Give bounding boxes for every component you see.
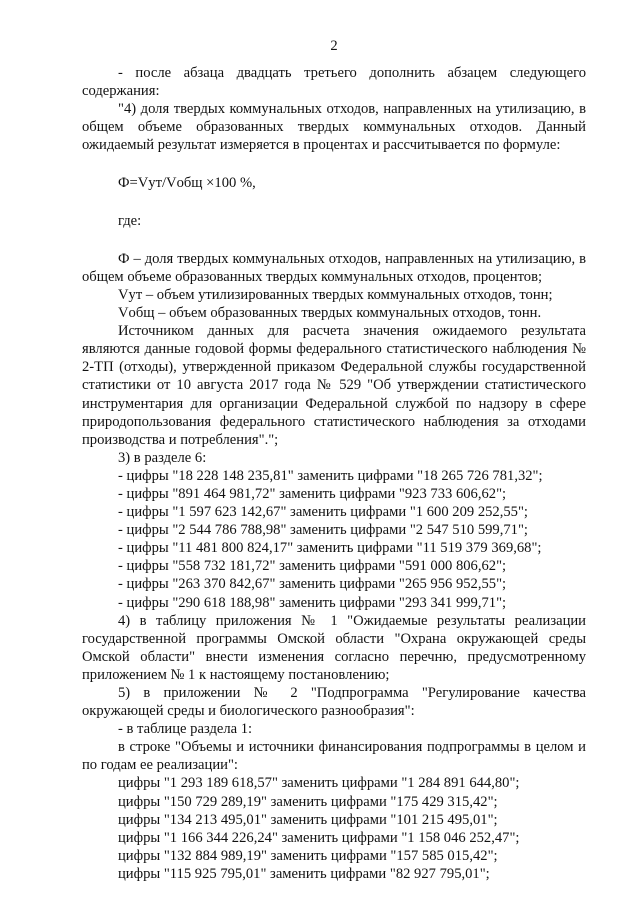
page-number: 2: [330, 38, 338, 54]
definition-vobsch: Vобщ – объем образованных твердых коммунальных отходов, тонн.: [118, 305, 542, 322]
list-item: - цифры "1 597 623 142,67" заменить цифрами "1 600 209 252,55";: [118, 504, 528, 521]
list-item: - цифры "263 370 842,67" заменить цифрами "265 956 952,55";: [118, 576, 507, 593]
formula: Ф=Vут/Vобщ ×100 %,: [118, 174, 256, 191]
list-item: цифры "1 166 344 226,24" заменить цифрами "1 158 046 252,47";: [118, 829, 520, 846]
formula-where: где:: [118, 212, 142, 229]
list-item: цифры "1 293 189 618,57" заменить цифрами "1 284 891 644,80";: [118, 775, 520, 792]
list-item: - цифры "891 464 981,72" заменить цифрами "923 733 606,62";: [118, 485, 507, 502]
paragraph-quote-4: "4) доля твердых коммунальных отходов, направленных на утилизацию, в общем объеме образованных твердых коммунальных отходов. Данный ожидаемый результат измеряется в процентах и рассчитывается по формуле:: [82, 101, 586, 154]
paragraph-source: Источником данных для расчета значения ожидаемого результата являются данные годовой формы федерального статистического наблюдения № 2-ТП (отходы), утвержденной приказом Федеральной службы государственной статистики от 10 августа 2017 года № 529 "Об утверждении статистического инструментария для организации Федеральной службой по надзору в сфере природопользования федерального статистического наблюдения за отходами производства и потребления".";: [82, 323, 586, 448]
definition-f: Ф – доля твердых коммунальных отходов, направленных на утилизацию, в общем объеме образованных твердых коммунальных отходов, процентов;: [82, 250, 586, 285]
list-item: цифры "134 213 495,01" заменить цифрами "101 215 495,01";: [118, 811, 498, 828]
paragraph-appendix-1: 4) в таблицу приложения № 1 "Ожидаемые результаты реализации государственной программы Омской области "Охрана окружающей среды Омской области" внести изменения согласно перечню, предусмотренному приложением № 1 к настоящему постановлению;: [82, 612, 586, 683]
paragraph-section-6: 3) в разделе 6:: [118, 449, 207, 466]
list-item: - цифры "290 618 188,98" заменить цифрами "293 341 999,71";: [118, 594, 507, 611]
paragraph-appendix-2: 5) в приложении № 2 "Подпрограмма "Регулирование качества окружающей среды и биологического разнообразия":: [82, 685, 586, 720]
paragraph-row-financing: в строке "Объемы и источники финансирования подпрограммы в целом и по годам ее реализации":: [82, 739, 586, 774]
list-item: - цифры "2 544 786 788,98" заменить цифрами "2 547 510 599,71";: [118, 522, 528, 539]
paragraph-table-section-1: - в таблице раздела 1:: [118, 721, 253, 738]
list-item: цифры "132 884 989,19" заменить цифрами "157 585 015,42";: [118, 847, 498, 864]
list-item: цифры "115 925 795,01" заменить цифрами "82 927 795,01";: [118, 865, 490, 882]
list-item: - цифры "558 732 181,72" заменить цифрами "591 000 806,62";: [118, 558, 507, 575]
definition-vut: Vут – объем утилизированных твердых коммунальных отходов, тонн;: [118, 286, 553, 303]
list-item: цифры "150 729 289,19" заменить цифрами "175 429 315,42";: [118, 793, 498, 810]
list-item: - цифры "18 228 148 235,81" заменить цифрами "18 265 726 781,32";: [118, 467, 543, 484]
paragraph-intro: - после абзаца двадцать третьего дополнить абзацем следующего содержания:: [82, 65, 586, 100]
list-item: - цифры "11 481 800 824,17" заменить цифрами "11 519 379 369,68";: [118, 540, 542, 557]
